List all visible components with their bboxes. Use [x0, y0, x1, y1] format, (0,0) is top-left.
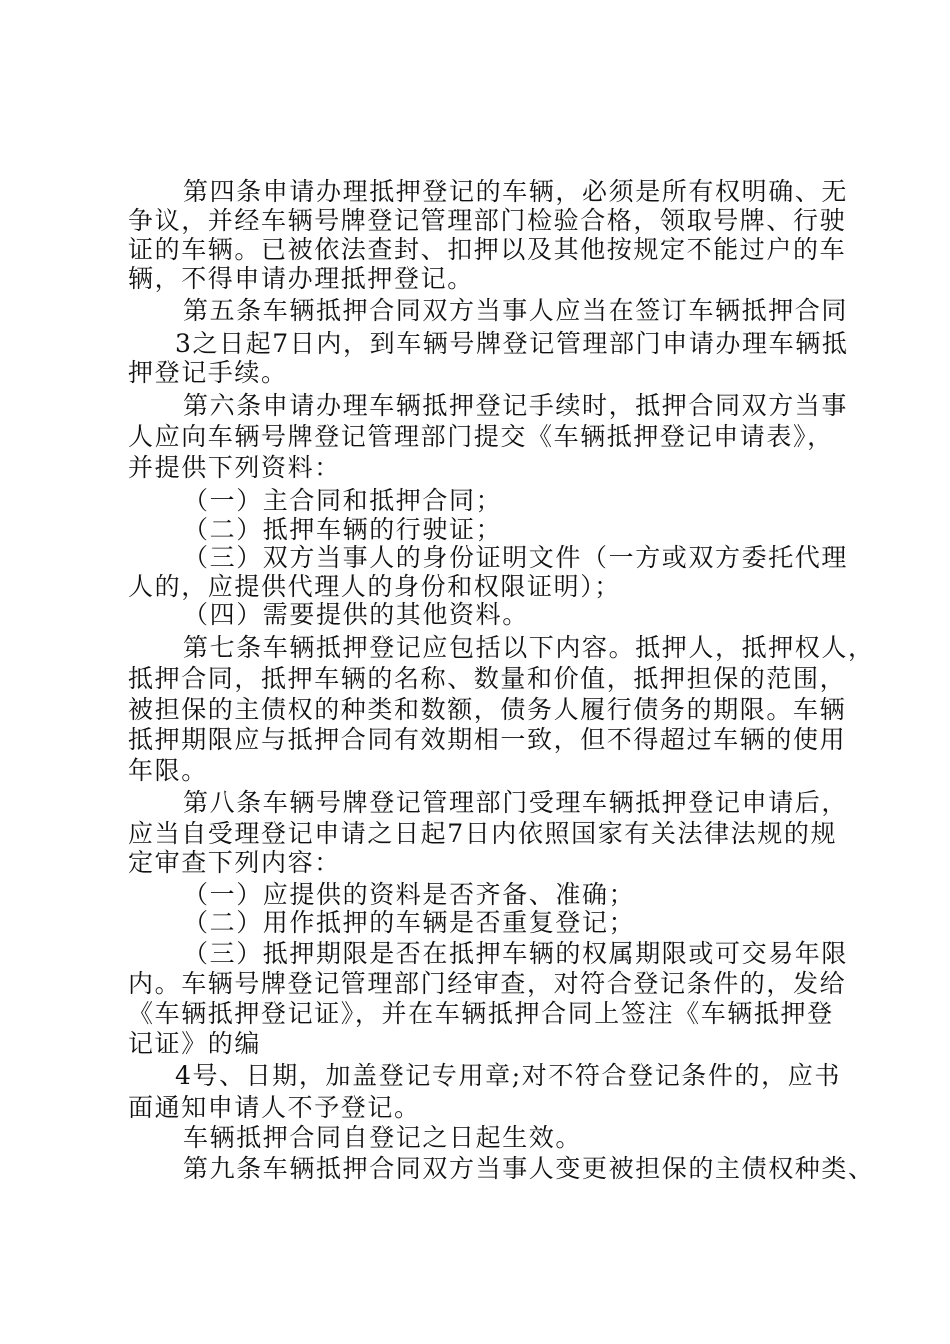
text-line: （四）需要提供的其他资料。 [183, 600, 529, 629]
text-line: 应当自受理登记申请之日起7日内依照国家有关法律法规的规 [128, 819, 838, 848]
text-line: 证的车辆。已被依法查封、扣押以及其他按规定不能过户的车 [128, 235, 847, 264]
text-line: 抵押合同，抵押车辆的名称、数量和价值，抵押担保的范围， [128, 664, 847, 693]
text-line: 第九条车辆抵押合同双方当事人变更被担保的主债权种类、 [183, 1154, 875, 1183]
text-line: 记证》的编 [128, 1029, 262, 1058]
text-line: 车辆抵押合同自登记之日起生效。 [183, 1123, 583, 1152]
text-line: 第四条申请办理抵押登记的车辆，必须是所有权明确、无 [183, 177, 849, 206]
text-line: 人应向车辆号牌登记管理部门提交《车辆抵押登记申请表》， [128, 422, 834, 451]
text-line: 第五条车辆抵押合同双方当事人应当在签订车辆抵押合同 [183, 296, 849, 325]
text-line: 被担保的主债权的种类和数额，债务人履行债务的期限。车辆 [128, 695, 847, 724]
text-line: 内。车辆号牌登记管理部门经审查，对符合登记条件的，发给 [128, 969, 847, 998]
text-line: 3之日起7日内，到车辆号牌登记管理部门申请办理车辆抵 [175, 329, 849, 358]
text-line: （一）应提供的资料是否齐备、准确； [183, 880, 636, 909]
text-line: 《车辆抵押登记证》，并在车辆抵押合同上签注《车辆抵押登 [128, 999, 834, 1028]
text-line: 面通知申请人不予登记。 [128, 1093, 421, 1122]
text-line: （一）主合同和抵押合同； [183, 486, 503, 515]
text-line: 争议，并经车辆号牌登记管理部门检验合格，领取号牌、行驶 [128, 206, 847, 235]
text-line: 第八条车辆号牌登记管理部门受理车辆抵押登记申请后， [183, 788, 849, 817]
text-line: 第六条申请办理车辆抵押登记手续时，抵押合同双方当事 [183, 391, 849, 420]
text-line: 第七条车辆抵押登记应包括以下内容。抵押人，抵押权人， [183, 633, 875, 662]
text-line: 定审查下列内容： [128, 848, 341, 877]
text-line: 抵押期限应与抵押合同有效期相一致，但不得超过车辆的使用 [128, 725, 847, 754]
text-line: 年限。 [128, 756, 208, 785]
text-line: 并提供下列资料： [128, 453, 341, 482]
text-line: （三）抵押期限是否在抵押车辆的权属期限或可交易年限 [183, 939, 849, 968]
text-line: （二）用作抵押的车辆是否重复登记； [183, 908, 636, 937]
text-line: 4号、日期，加盖登记专用章;对不符合登记条件的，应书 [175, 1061, 841, 1090]
text-line: 辆，不得申请办理抵押登记。 [128, 264, 474, 293]
text-line: （三）双方当事人的身份证明文件（一方或双方委托代理 [183, 543, 849, 572]
text-line: （二）抵押车辆的行驶证； [183, 515, 503, 544]
text-line: 人的，应提供代理人的身份和权限证明）； [128, 572, 621, 601]
text-line: 押登记手续。 [128, 358, 288, 387]
